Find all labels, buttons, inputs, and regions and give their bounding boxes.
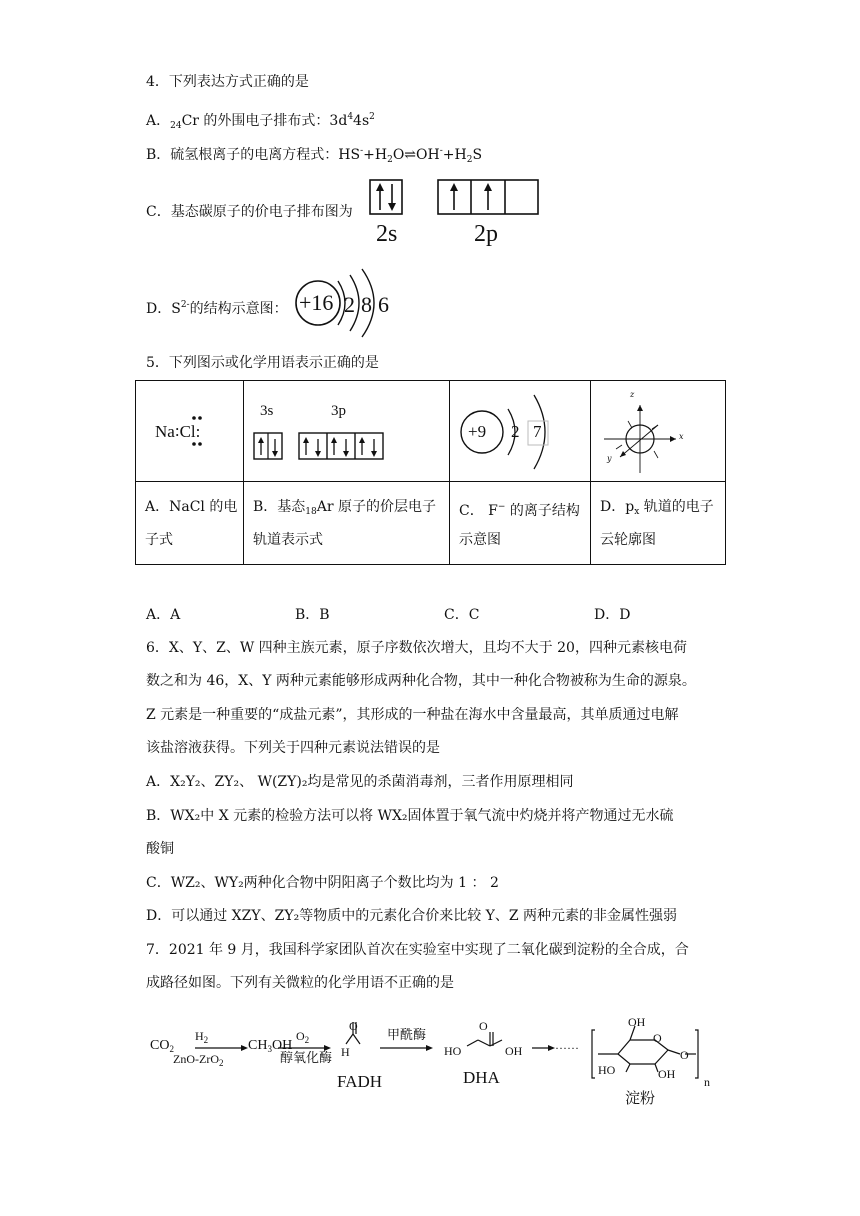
- q5-cellA-nacl: Na:Cl:: [155, 421, 201, 441]
- q5-option-c[interactable]: C．C: [444, 607, 480, 623]
- q7-dha-label: DHA: [463, 1068, 500, 1087]
- q4-d-nucleus: +16: [299, 290, 334, 315]
- q5-caption-c-1: C． F− 的离子结构: [459, 502, 580, 519]
- q5-cellC-shell-1: 2: [511, 422, 520, 441]
- q5-cellB-3p: 3p: [331, 403, 346, 419]
- q5-caption-d-2: 云轮廓图: [600, 532, 656, 548]
- q7-stem-1: 7．2021 年 9 月，我国科学家团队首次在实验室中实现了二氧化碳到淀粉的全合成，合: [146, 942, 689, 958]
- q4-option-c: C．基态碳原子的价电子排布图为: [146, 204, 353, 220]
- q4-d-shell-1: 2: [344, 292, 355, 317]
- q7-starch-ring-o: O: [653, 1031, 662, 1045]
- q7-dha-o: O: [479, 1019, 488, 1033]
- q7-starch-n: n: [704, 1075, 710, 1089]
- q6-option-d: D．可以通过 XZY、ZY₂等物质中的元素化合价来比较 Y、Z 两种元素的非金属性强弱: [146, 908, 678, 924]
- q4-option-b: B．硫氢根离子的电离方程式：$HS^-+H_2O\rightleftharpoons OH^-+H_2S$: [146, 146, 483, 165]
- q5-caption-b-1: B．基态$_{18}$Ar 原子的价层电子: [253, 499, 437, 517]
- q7-starch-label: 淀粉: [625, 1089, 656, 1107]
- q5-cellC-shell-2: 7: [533, 422, 542, 441]
- q5-cellD-axis-y: y: [607, 454, 612, 463]
- q5-option-d[interactable]: D．D: [594, 607, 631, 623]
- q4-d-shell-2: 8: [361, 292, 372, 317]
- q4-c-label-2s: 2s: [376, 221, 398, 247]
- q5-caption-d-1: D．$p_x$ 轨道的电子: [600, 499, 714, 517]
- q6-stem-1: 6．X、Y、Z、W 四种主族元素，原子序数依次增大，且均不大于 20，四种元素核电荷: [146, 640, 687, 656]
- q7-starch-oh-bottom: OH: [658, 1067, 676, 1081]
- q4-stem: 4．下列表达方式正确的是: [146, 74, 309, 90]
- q7-starch-ho: HO: [598, 1063, 616, 1077]
- q4-c-label-2p: 2p: [474, 221, 498, 247]
- q7-h2: $H_2$: [195, 1029, 209, 1045]
- q5-cellA-dots: [184, 413, 224, 453]
- q7-dots: ······: [555, 1041, 579, 1055]
- q7-enzyme-1: 醇氧化酶: [280, 1051, 333, 1066]
- q4-option-d: D．$S^{2-}$的结构示意图：: [146, 300, 288, 317]
- q6-option-a: A．X₂Y₂、ZY₂、 W(ZY)₂均是常见的杀菌消毒剂，三者作用原理相同: [146, 774, 574, 790]
- q7-catalyst-1: ZnO-ZrO$_2$: [173, 1052, 224, 1068]
- q7-fadh-h: H: [341, 1045, 350, 1059]
- q5-cellD-axis-z: z: [630, 390, 635, 399]
- q7-o2: $O_2$: [296, 1029, 310, 1045]
- q5-cellC-nucleus: +9: [468, 422, 487, 441]
- q5-option-b[interactable]: B．B: [295, 607, 330, 623]
- q6-stem-2: 数之和为 46，X、Y 两种元素能够形成两种化合物，其中一种化合物被称为生命的源泉。: [146, 673, 696, 689]
- q5-cellB-3s: 3s: [260, 403, 274, 419]
- q7-starch-oh-top: OH: [628, 1015, 646, 1029]
- q5-caption-c-2: 示意图: [459, 532, 501, 548]
- q5-cellD-axis-x: x: [679, 432, 684, 441]
- q6-option-c: C．WZ₂、WY₂两种化合物中阴阳离子个数比均为 1 ： 2: [146, 875, 499, 891]
- q6-option-b-1: B．WX₂中 X 元素的检验方法可以将 WX₂固体置于氧气流中灼烧并将产物通过无水硫: [146, 808, 674, 824]
- q7-ch3oh: $CH_3OH$: [248, 1038, 293, 1054]
- q6-stem-3: Z 元素是一种重要的“成盐元素”，其形成的一种盐在海水中含量最高，其单质通过电解: [146, 707, 679, 723]
- q4-d-shell-3: 6: [378, 292, 389, 317]
- q5-stem: 5．下列图示或化学用语表示正确的是: [146, 355, 379, 371]
- q7-co2: $CO_2$: [150, 1038, 174, 1054]
- q7-starch-link-o: O: [680, 1048, 689, 1062]
- q7-enzyme-2: 甲酰酶: [387, 1028, 427, 1043]
- q7-fadh-label: FADH: [337, 1072, 383, 1091]
- q5-caption-a-2: 子式: [145, 532, 173, 548]
- q5-option-a[interactable]: A．A: [146, 607, 181, 623]
- q7-dha-oh: OH: [505, 1044, 523, 1058]
- q7-stem-2: 成路径如图。下列有关微粒的化学用语不正确的是: [146, 975, 454, 991]
- q7-dha-ho: HO: [444, 1044, 462, 1058]
- q5-table: [135, 380, 726, 565]
- q6-option-b-2: 酸铜: [146, 841, 174, 857]
- q6-stem-4: 该盐溶液获得。下列关于四种元素说法错误的是: [146, 740, 440, 756]
- q7-fadh-o: O: [349, 1019, 358, 1033]
- q4-option-a: A．$_{24}$Cr 的外围电子排布式：$3d^44s^2$: [146, 112, 375, 131]
- q5-caption-a-1: A．NaCl 的电: [145, 499, 238, 515]
- q5-caption-b-2: 轨道表示式: [253, 532, 323, 548]
- q5-cellB-orbitals: [254, 431, 394, 465]
